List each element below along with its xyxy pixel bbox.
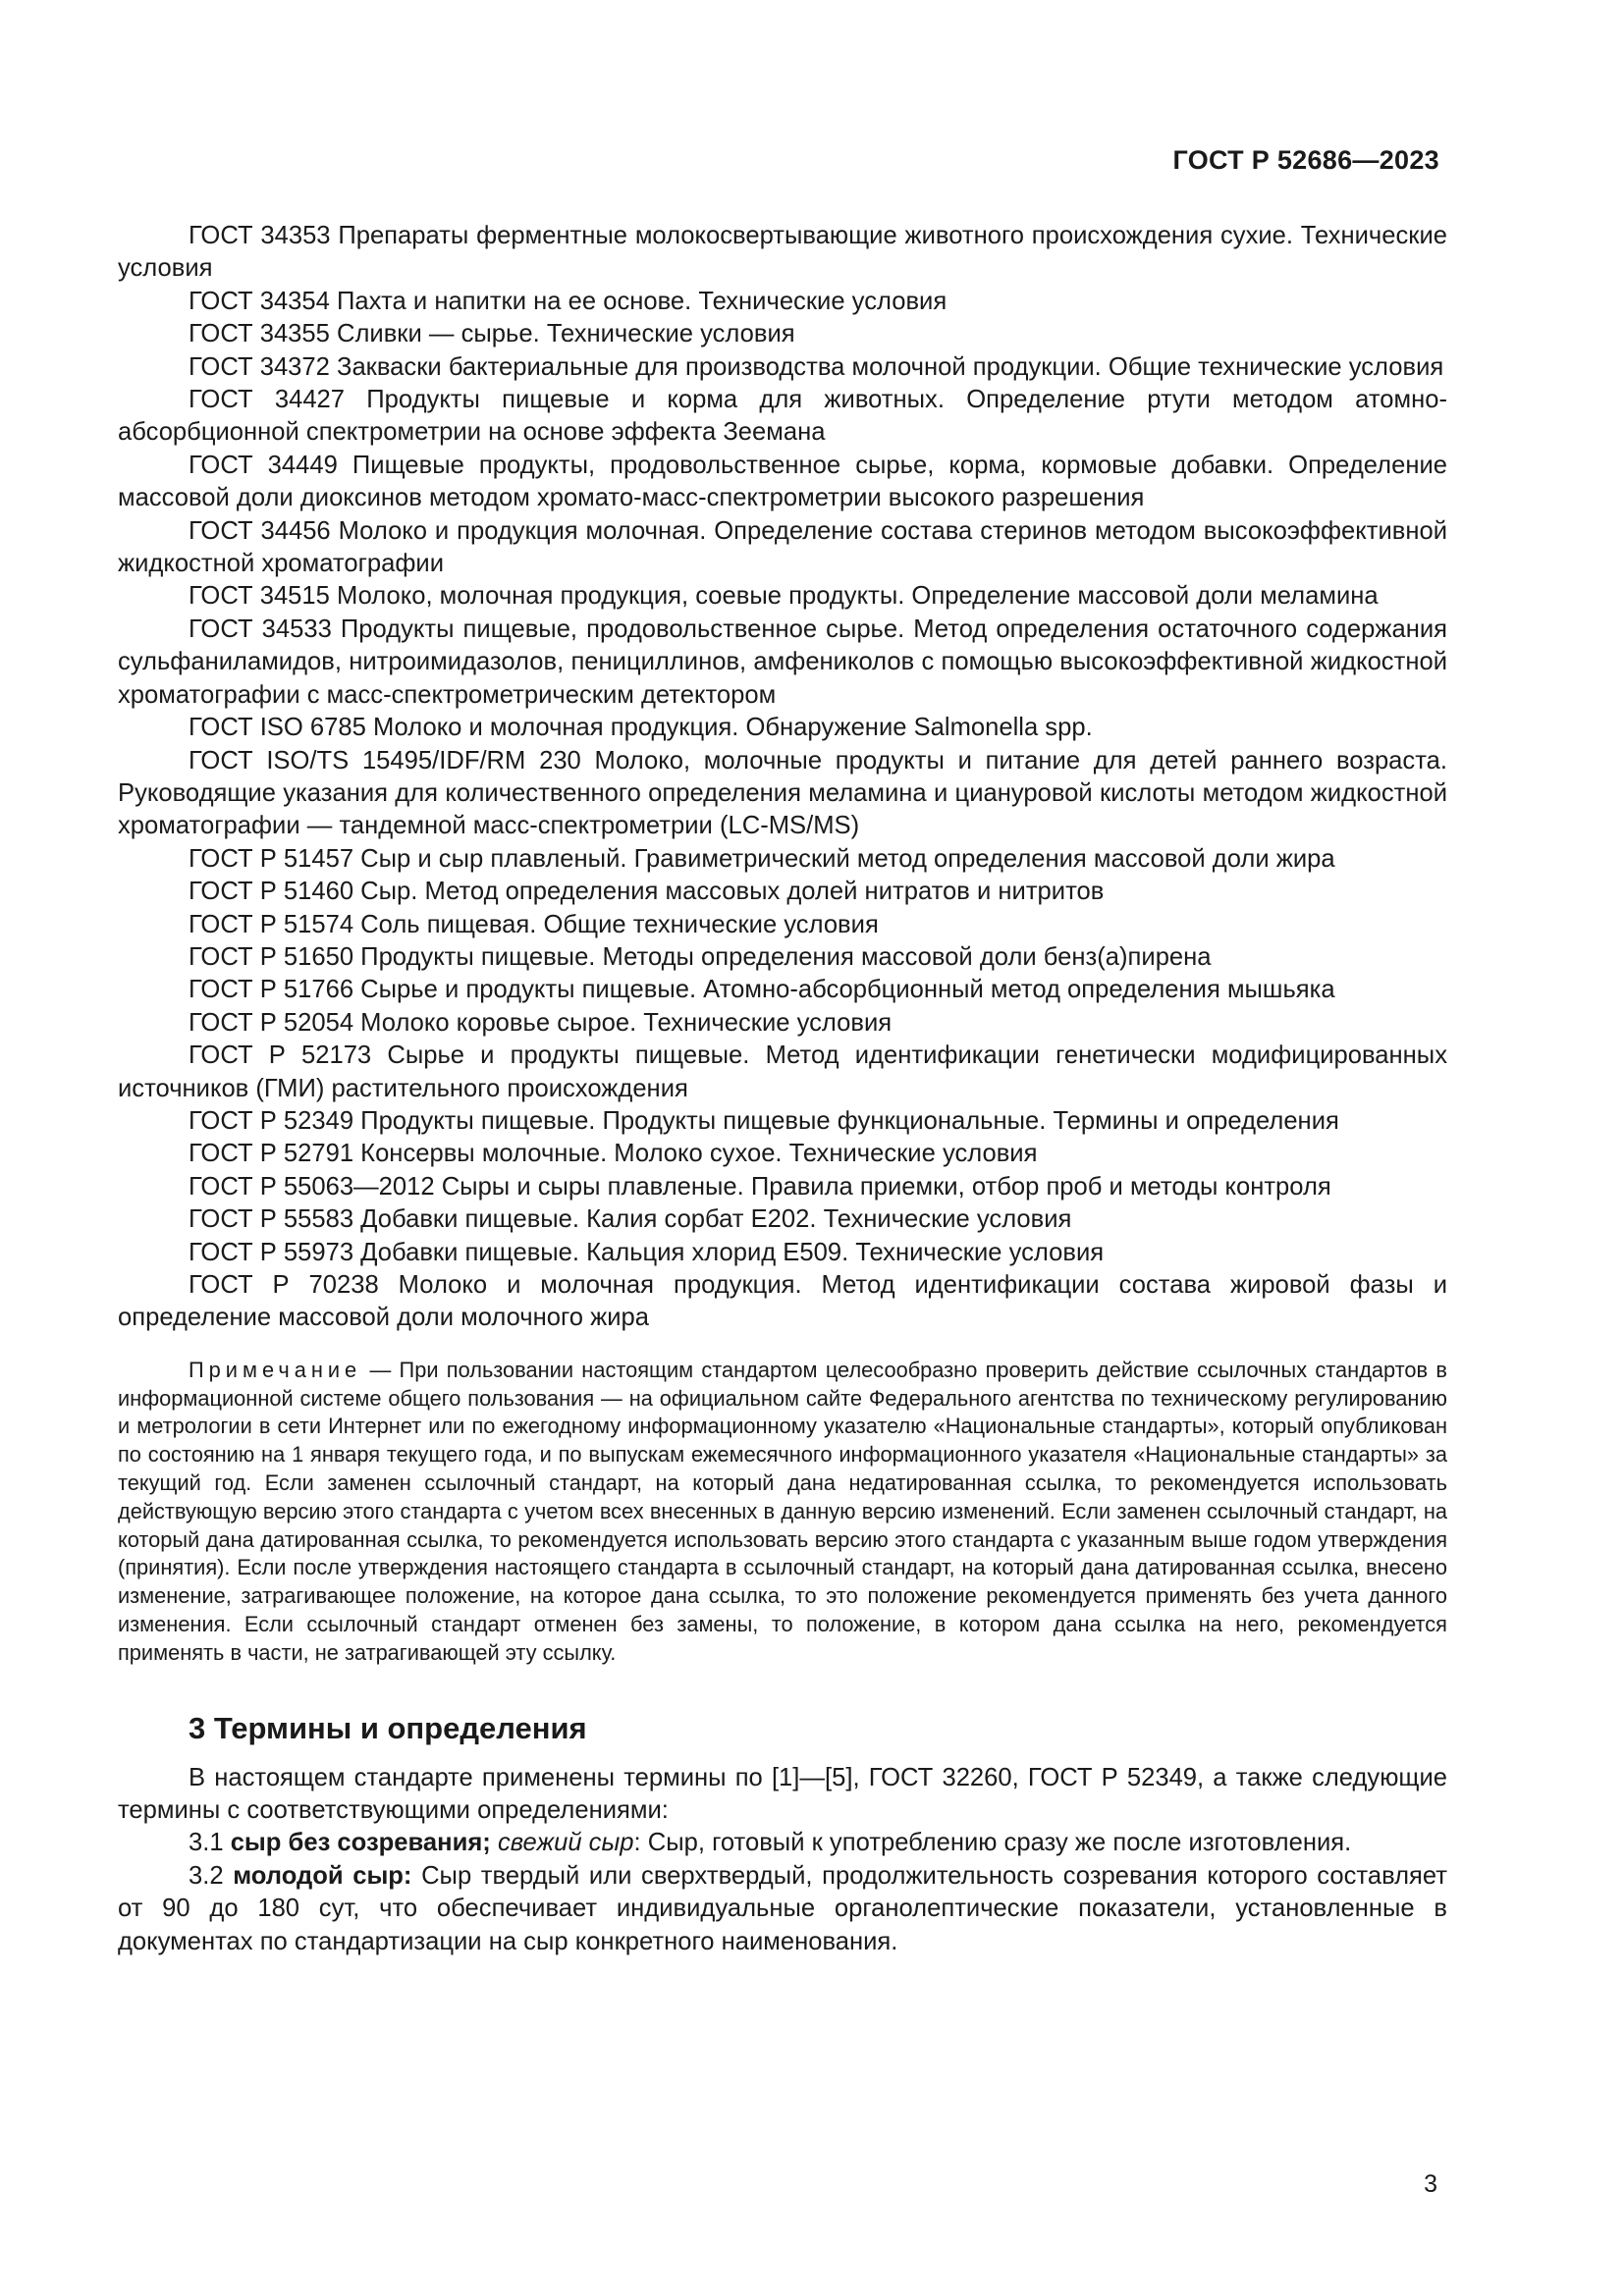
reference-item: ГОСТ Р 51457 Сыр и сыр плавленый. Гравиметрический метод определения массовой доли жира — [189, 844, 1335, 873]
reference-item: ГОСТ 34533 Продукты пищевые, продовольственное сырье. Метод определения остаточного содержания сульфаниламидов, нитроимидазолов, пенициллинов, амфениколов с помощью высокоэффективной жидкостной хроматографии с масс-спектрометрическим детектором — [118, 614, 1447, 709]
reference-item: ГОСТ 34449 Пищевые продукты, продовольственное сырье, корма, кормовые добавки. Определение массовой доли диоксинов методом хромато-масс-спектрометрии высокого разрешения — [118, 451, 1447, 512]
reference-item: ГОСТ 34355 Сливки — сырье. Технические условия — [189, 320, 795, 348]
note-text: — При пользовании настоящим стандартом целесообразно проверить действие ссылочных стандартов в информационной системе общего пользования — на официальном сайте Федерального агентства по техническому регулированию и метрологии в сети Интернет или по ежегодному информационному указателю «Национальные стандарты», который опубликован по состоянию на 1 января текущего года, и по выпускам ежемесячного информационного указателя «Национальные стандарты» за текущий год. Если заменен ссылочный стандарт, на который дана недатированная ссылка, то рекомендуется использовать действующую версию этого стандарта с учетом всех внесенных в данную версию изменений. Если заменен ссылочный стандарт, на который дана датированная ссылка, то рекомендуется использовать версию этого стандарта с указанным выше годом утверждения (принятия). Если после утверждения настоящего стандарта в ссылочный стандарт, на который дана датированная ссылка, внесено изменение, затрагивающее положение, на которое дана ссылка, то это положение рекомендуется применять без учета данного изменения. Если ссылочный стандарт отменен без замены, то положение, в котором дана ссылка на него, рекомендуется применять в части, не затрагивающей эту ссылку. — [118, 1357, 1447, 1665]
section-heading: 3 Термины и определения — [189, 1710, 587, 1745]
reference-item: ГОСТ Р 55063—2012 Сыры и сыры плавленые. Правила приемки, отбор проб и методы контроля — [189, 1172, 1331, 1201]
section-intro: В настоящем стандарте применены термины по [1]—[5], ГОСТ 32260, ГОСТ Р 52349, а также следующие термины с соответствующими определениями: — [118, 1763, 1447, 1824]
reference-item: ГОСТ Р 55973 Добавки пищевые. Кальция хлорид Е509. Технические условия — [189, 1238, 1105, 1266]
normative-references-list — [118, 220, 1447, 1335]
reference-item: ГОСТ 34456 Молоко и продукция молочная. Определение состава стеринов методом высокоэффективной жидкостной хроматографии — [118, 516, 1447, 578]
reference-item: ГОСТ 34427 Продукты пищевые и корма для животных. Определение ртути методом атомно-абсорбционной спектрометрии на основе эффекта Зеемана — [118, 386, 1447, 447]
reference-item: ГОСТ Р 51574 Соль пищевая. Общие технические условия — [189, 910, 879, 938]
reference-item: ГОСТ 34354 Пахта и напитки на ее основе. Технические условия — [189, 287, 947, 315]
term-entry — [118, 1827, 1447, 1859]
page-number: 3 — [1424, 2170, 1437, 2198]
reference-item: ГОСТ ISO 6785 Молоко и молочная продукция. Обнаружение Salmonella spp. — [189, 714, 1093, 742]
document-code-header: ГОСТ Р 52686—2023 — [1172, 145, 1439, 175]
reference-item: ГОСТ Р 52054 Молоко коровье сырое. Технические условия — [189, 1008, 893, 1037]
term-number: 3.1 — [189, 1829, 231, 1857]
term-number: 3.2 — [189, 1861, 234, 1890]
note-paragraph — [118, 1357, 1447, 1668]
reference-item: ГОСТ Р 52349 Продукты пищевые. Продукты пищевые функциональные. Термины и определения — [189, 1106, 1339, 1135]
reference-item: ГОСТ 34353 Препараты ферментные молокосвертывающие животного происхождения сухие. Технические условия — [118, 222, 1447, 283]
term-synonym: свежий сыр — [490, 1829, 634, 1857]
reference-item: ГОСТ Р 51650 Продукты пищевые. Методы определения массовой доли бенз(а)пирена — [189, 942, 1212, 971]
term-name: сыр без созревания; — [230, 1829, 491, 1857]
term-name: молодой сыр: — [233, 1861, 412, 1890]
reference-item: ГОСТ 34372 Закваски бактериальные для производства молочной продукции. Общие технические условия — [189, 352, 1444, 381]
reference-item: ГОСТ Р 55583 Добавки пищевые. Калия сорбат Е202. Технические условия — [189, 1205, 1072, 1234]
reference-item: ГОСТ Р 52791 Консервы молочные. Молоко сухое. Технические условия — [189, 1140, 1038, 1168]
reference-item: ГОСТ Р 51766 Сырье и продукты пищевые. Атомно-абсорбционный метод определения мышьяка — [189, 976, 1335, 1004]
reference-item: ГОСТ Р 52173 Сырье и продукты пищевые. Метод идентификации генетически модифицированных источников (ГМИ) растительного происхождения — [118, 1041, 1447, 1102]
term-entry — [118, 1860, 1447, 1958]
note-label: Примечание — [189, 1357, 362, 1382]
reference-item: ГОСТ 34515 Молоко, молочная продукция, соевые продукты. Определение массовой доли меламина — [189, 582, 1379, 611]
reference-item: ГОСТ Р 70238 Молоко и молочная продукция. Метод идентификации состава жировой фазы и определение массовой доли молочного жира — [118, 1271, 1447, 1332]
page-content — [118, 220, 1447, 1958]
term-definition: Сыр твердый или сверхтвердый, продолжительность созревания которого составляет от 90 до 180 сут, что обеспечивает индивидуальные органолептические показатели, установленные в документах по стандартизации на сыр конкретного наименования. — [118, 1861, 1447, 1955]
term-definition: : Сыр, готовый к употреблению сразу же после изготовления. — [633, 1829, 1352, 1857]
reference-item: ГОСТ Р 51460 Сыр. Метод определения массовых долей нитратов и нитритов — [189, 878, 1105, 906]
reference-item: ГОСТ ISO/TS 15495/IDF/RM 230 Молоко, молочные продукты и питание для детей раннего возраста. Руководящие указания для количественного определения меламина и циануровой кислоты методом жидкостной хроматографии — тандемной масс-спектрометрии (LC-MS/MS) — [118, 746, 1447, 840]
